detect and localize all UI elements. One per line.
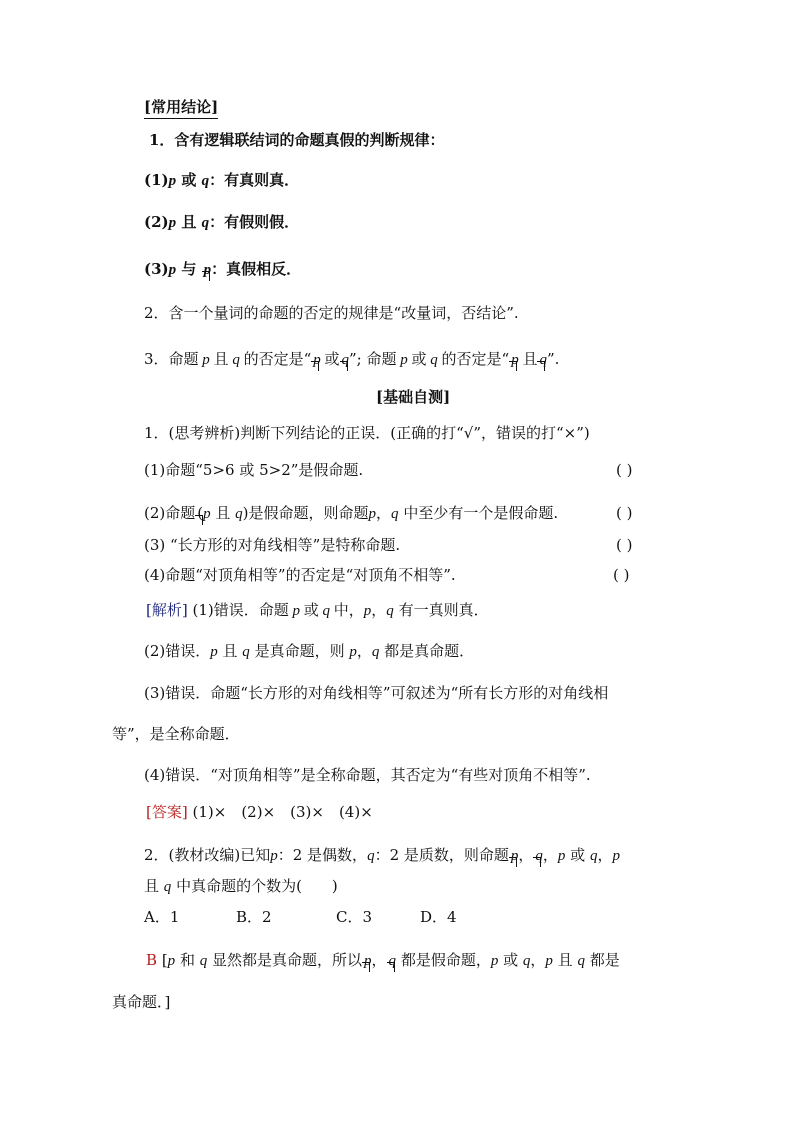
- answer-line: [答案] (1)× (2)× (3)× (4)×: [146, 803, 373, 821]
- solution-line1: B [p 和 q 显然都是真命题，所以 p， q 都是假命题，p 或 q，p 且 q 都是: [146, 951, 620, 969]
- item2: 2．含一个量词的命题的否定的规律是“改量词，否结论”.: [144, 304, 519, 322]
- solution-letter: B: [146, 951, 158, 969]
- q1-item3-blank[interactable]: ( ): [616, 536, 633, 554]
- option-b[interactable]: B．2: [236, 908, 272, 926]
- analysis-1: [解析] (1)错误．命题 p 或 q 中，p，q 有一真则真．: [146, 601, 489, 619]
- common-conclusions-heading: [常用结论]: [144, 97, 218, 119]
- solution-line2: 真命题．]: [112, 993, 171, 1011]
- analysis-3a: (3)错误．命题“长方形的对角线相等”可叙述为“所有长方形的对角线相: [144, 684, 609, 702]
- q1-stem: 1．(思考辨析)判断下列结论的正误．(正确的打“√”，错误的打“×”): [144, 424, 590, 442]
- rule-or: (1)p 或 q：有真则真．: [144, 171, 300, 189]
- item3: 3．命题 p 且 q 的否定是“ p 或 q”; 命题 p 或 q 的否定是“ p 且 q”.: [144, 350, 560, 368]
- rule-and: (2)p 且 q：有假则假．: [144, 213, 300, 231]
- option-a[interactable]: A．1: [144, 908, 180, 926]
- q1-item3: (3) “长方形的对角线相等”是特称命题.: [144, 536, 401, 554]
- q1-item1: (1)命题“5>6 或 5>2”是假命题.: [144, 461, 364, 479]
- q2-line1: 2．(教材改编)已知p：2 是偶数，q：2 是质数，则命题 p， q，p 或 q，p: [144, 846, 620, 864]
- analysis-tag: [解析]: [146, 601, 188, 619]
- q1-item1-blank[interactable]: ( ): [616, 461, 633, 479]
- analysis-3b: 等”，是全称命题．: [112, 725, 240, 743]
- q1-item2: (2)命题 (p 且 q)是假命题，则命题p，q 中至少有一个是假命题.: [144, 504, 559, 522]
- analysis-4: (4)错误．“对顶角相等”是全称命题，其否定为“有些对顶角不相等”.: [144, 766, 591, 784]
- q1-item2-blank[interactable]: ( ): [616, 504, 633, 522]
- answer-tag: [答案]: [146, 803, 188, 821]
- q2-line2: 且 q 中真命题的个数为( ): [144, 877, 338, 895]
- self-test-heading: [基础自测]: [376, 388, 451, 406]
- q1-item4-blank[interactable]: ( ): [613, 566, 630, 584]
- option-d[interactable]: D．4: [420, 908, 457, 926]
- rule-negation: (3)p 与 p：真假相反．: [144, 260, 302, 278]
- q1-item4: (4)命题“对顶角相等”的否定是“对顶角不相等”.: [144, 566, 456, 584]
- analysis-2: (2)错误．p 且 q 是真命题，则 p，q 都是真命题．: [144, 642, 475, 660]
- option-c[interactable]: C．3: [336, 908, 373, 926]
- item1: 1．含有逻辑联结词的命题真假的判断规律：: [149, 131, 445, 149]
